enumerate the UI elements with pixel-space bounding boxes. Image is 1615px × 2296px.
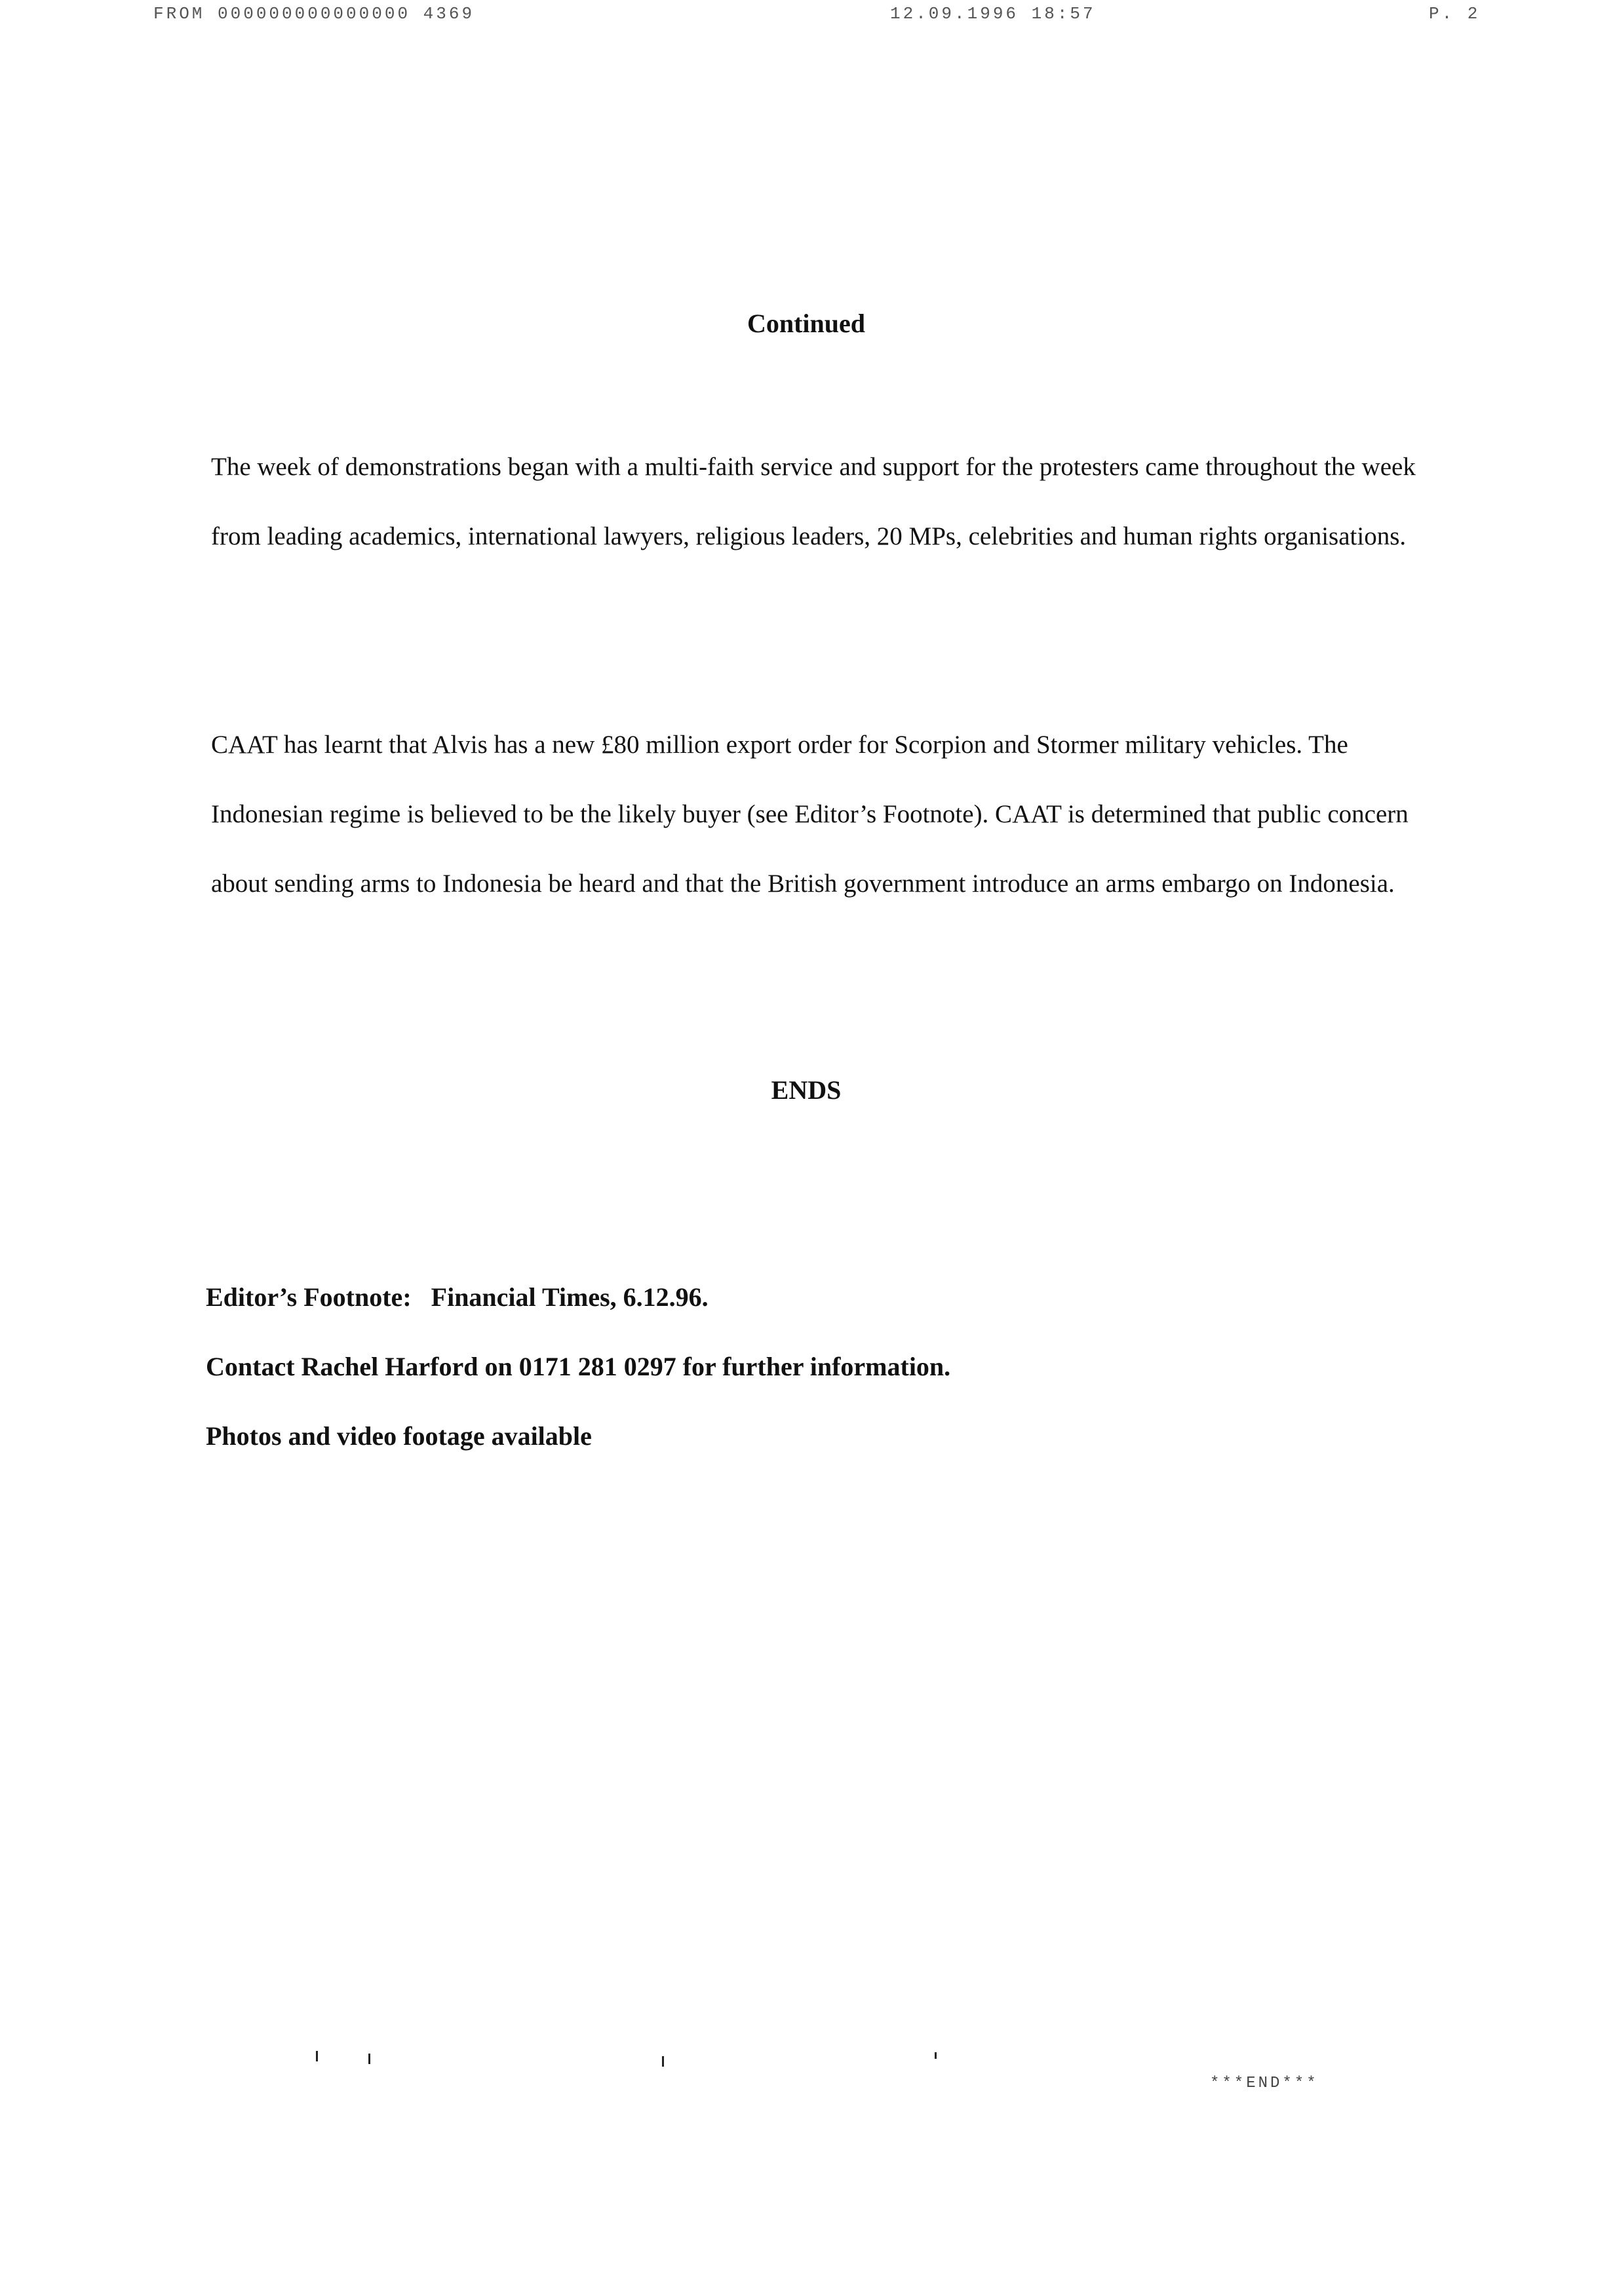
footnote-label: Editor’s Footnote: — [206, 1282, 412, 1312]
contact-line: Contact Rachel Harford on 0171 281 0297 for further information. — [206, 1352, 951, 1381]
paragraph-demonstrations: The week of demonstrations began with a multi-faith service and support for the protesters came throughout the week from leading academics, international lawyers, religious leaders, 20 MPs, celebrities and human rights organisations. — [211, 453, 1416, 550]
scan-speck — [662, 2056, 664, 2067]
ends-heading: ENDS — [771, 1075, 842, 1105]
end-marker: ***END*** — [1210, 2075, 1319, 2092]
scan-speck — [316, 2051, 318, 2061]
editors-footnote — [206, 1274, 1320, 1343]
footnote-value: Financial Times, 6.12.96. — [431, 1282, 709, 1312]
fax-header — [0, 4, 1615, 33]
scan-speck — [368, 2054, 370, 2064]
fax-sender-line: FROM 000000000000000 4369 — [153, 4, 475, 24]
continued-heading: Continued — [747, 309, 866, 338]
photos-line: Photos and video footage available — [206, 1421, 592, 1451]
scan-speck — [935, 2052, 937, 2059]
press-notes — [206, 1274, 1320, 1482]
fax-datetime: 12.09.1996 18:57 — [890, 4, 1096, 24]
fax-page-number: P. 2 — [1429, 4, 1481, 24]
paragraph-caat-alvis: CAAT has learnt that Alvis has a new £80 million export order for Scorpion and Stormer military vehicles. The Indonesian regime is believed to be the likely buyer (see Editor’s Footnote). CAAT is determined that public concern about sending arms to Indonesia be heard and that the British government introduce an arms embargo on Indonesia. — [211, 731, 1409, 898]
